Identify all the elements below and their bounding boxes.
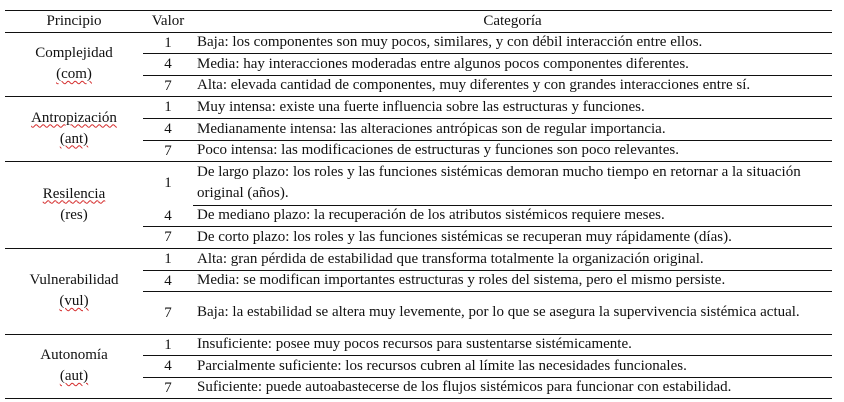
valor-cell: 1: [164, 34, 172, 51]
principle-abbr: (ant): [59, 130, 89, 147]
categoria-cell: Muy intensa: existe una fuerte influencia sobre las estructuras y funciones.: [197, 98, 645, 115]
valor-cell: 4: [164, 121, 172, 137]
categoria-cell: Baja: la estabilidad se altera muy levemente, por lo que se asegura la supervivencia sistémica actual.: [197, 304, 800, 320]
header-categoria: Categoría: [483, 13, 542, 29]
valor-cell: 7: [164, 379, 172, 396]
table-bottom-rule: [5, 398, 832, 399]
valor-cell: 1: [164, 251, 172, 267]
categoria-cell: Baja: los componentes son muy pocos, similares, y con débil interacción entre ellos.: [197, 34, 703, 50]
principle-abbr: (res): [60, 206, 88, 223]
categoria-cell: Insuficiente: posee muy pocos recursos para sustentarse sistémicamente.: [197, 336, 632, 352]
group-autonomia: [5, 334, 143, 398]
categoria-cell: De mediano plazo: la recuperación de los atributos sistémicos requiere meses.: [197, 207, 665, 223]
categoria-cell: Parcialmente suficiente: los recursos cubren al límite las necesidades funcionales.: [197, 357, 687, 374]
group-resilencia: [5, 161, 143, 248]
categoria-cell: Alta: gran pérdida de estabilidad que transforma totalmente la organización original.: [197, 250, 704, 267]
valor-cell: 7: [164, 142, 172, 159]
principle-name: Vulnerabilidad: [29, 272, 119, 288]
valor-cell: 4: [164, 272, 172, 289]
principle-name: Autonomía: [40, 347, 108, 363]
categoria-cell: Media: hay interacciones moderadas entre algunos pocos componentes diferentes.: [197, 55, 689, 72]
header-principio: Principio: [46, 13, 102, 29]
categoria-cell: De corto plazo: los roles y las funciones sistémicas se recuperan muy rápidamente (días).: [197, 228, 732, 245]
categoria-cell: Media: se modifican importantes estructuras y roles del sistema, pero el mismo persiste.: [197, 272, 726, 288]
valor-cell: 7: [164, 77, 172, 94]
header-valor: Valor: [151, 13, 185, 29]
valor-cell: 4: [164, 358, 172, 374]
principle-abbr: (com): [56, 66, 92, 82]
valor-cell: 1: [164, 175, 172, 191]
categoria-cell: Suficiente: puede autoabastecerse de los flujos sistémicos para funcionar con estabilidad.: [197, 379, 732, 395]
principle-abbr: (vul): [59, 293, 89, 309]
valor-cell: 1: [164, 336, 172, 353]
group-complejidad: [5, 32, 143, 96]
principle-abbr: (aut): [59, 368, 89, 384]
principle-name: Antropización: [31, 109, 117, 126]
valor-cell: 4: [164, 56, 172, 72]
categoria-cell: Poco intensa: las modificaciones de estructuras y funciones son poco relevantes.: [197, 142, 679, 158]
categoria-cell: Medianamente intensa: las alteraciones antrópicas son de regular importancia.: [197, 120, 666, 137]
principle-name: Complejidad: [35, 45, 113, 61]
valor-cell: 4: [164, 207, 172, 224]
valor-cell: 7: [164, 229, 172, 245]
group-vulnerabilidad: [5, 248, 143, 334]
group-antropizacion: [5, 96, 143, 161]
categoria-cell: De largo plazo: los roles y las funciones sistémicas demoran mucho tiempo en retornar a la situación original (años).: [197, 164, 801, 201]
valor-cell: 7: [164, 304, 172, 321]
principle-name: Resilencia: [42, 185, 106, 202]
categoria-cell: Alta: elevada cantidad de componentes, muy diferentes y con grandes interacciones entre sí.: [197, 77, 751, 93]
valor-cell: 1: [164, 99, 172, 115]
